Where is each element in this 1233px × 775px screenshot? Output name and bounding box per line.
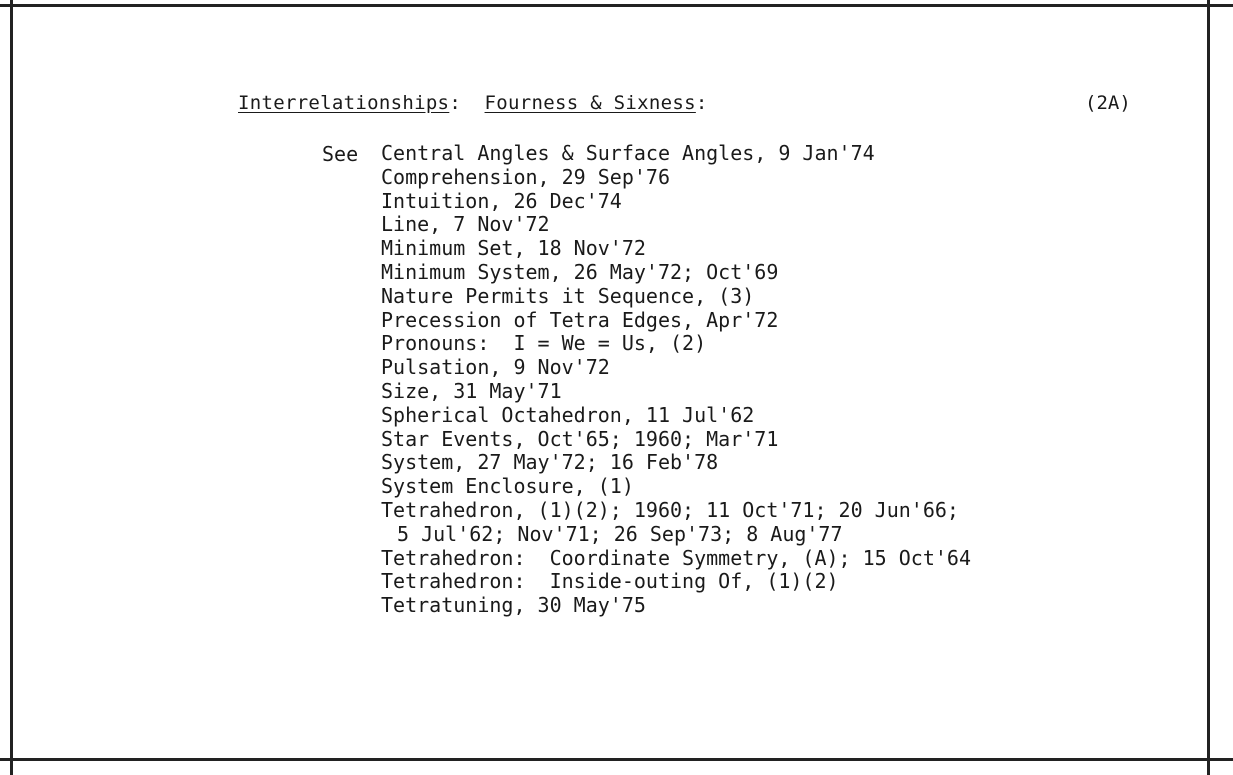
list-item: Line, 7 Nov'72 xyxy=(381,212,550,237)
list-item: Pronouns: I = We = Us, (2) xyxy=(381,331,707,356)
see-label: See xyxy=(322,142,359,166)
card-right-rule xyxy=(1207,0,1210,775)
list-item: Comprehension, 29 Sep'76 xyxy=(381,164,670,189)
list-item: Nature Permits it Sequence, (3) xyxy=(381,283,755,308)
list-item-continuation: 5 Jul'62; Nov'71; 26 Sep'73; 8 Aug'77 xyxy=(397,521,843,546)
list-item: System Enclosure, (1) xyxy=(381,474,634,499)
cross-reference-list xyxy=(381,142,971,618)
heading-subtitle-separator: : xyxy=(695,92,708,114)
list-item: Intuition, 26 Dec'74 xyxy=(381,188,622,213)
list-item: System, 27 May'72; 16 Feb'78 xyxy=(381,450,719,475)
card-heading xyxy=(238,92,708,114)
heading-title: Interrelationships xyxy=(238,92,450,114)
list-item: Tetrahedron: Coordinate Symmetry, (A); 15 Oct'64 xyxy=(381,545,972,570)
card-id: (2A) xyxy=(1085,92,1131,114)
card-top-rule xyxy=(0,4,1233,7)
list-item: Tetrahedron, (1)(2); 1960; 11 Oct'71; 20 Jun'66; xyxy=(381,497,959,522)
list-item: Central Angles & Surface Angles, 9 Jan'74 xyxy=(381,141,875,165)
list-item: Minimum System, 26 May'72; Oct'69 xyxy=(381,259,779,284)
list-item: Tetratuning, 30 May'75 xyxy=(381,593,646,618)
list-item: Pulsation, 9 Nov'72 xyxy=(381,355,610,380)
list-item: Size, 31 May'71 xyxy=(381,378,562,403)
heading-title-separator: : xyxy=(449,92,473,114)
list-item: Minimum Set, 18 Nov'72 xyxy=(381,236,646,261)
list-item: Precession of Tetra Edges, Apr'72 xyxy=(381,307,779,332)
card-left-rule xyxy=(10,0,13,775)
list-item: Spherical Octahedron, 11 Jul'62 xyxy=(381,402,755,427)
list-item: Star Events, Oct'65; 1960; Mar'71 xyxy=(381,426,779,451)
card-bottom-rule xyxy=(0,758,1233,761)
heading-subtitle: Fourness & Sixness xyxy=(484,92,696,114)
list-item: Tetrahedron: Inside-outing Of, (1)(2) xyxy=(381,569,839,594)
